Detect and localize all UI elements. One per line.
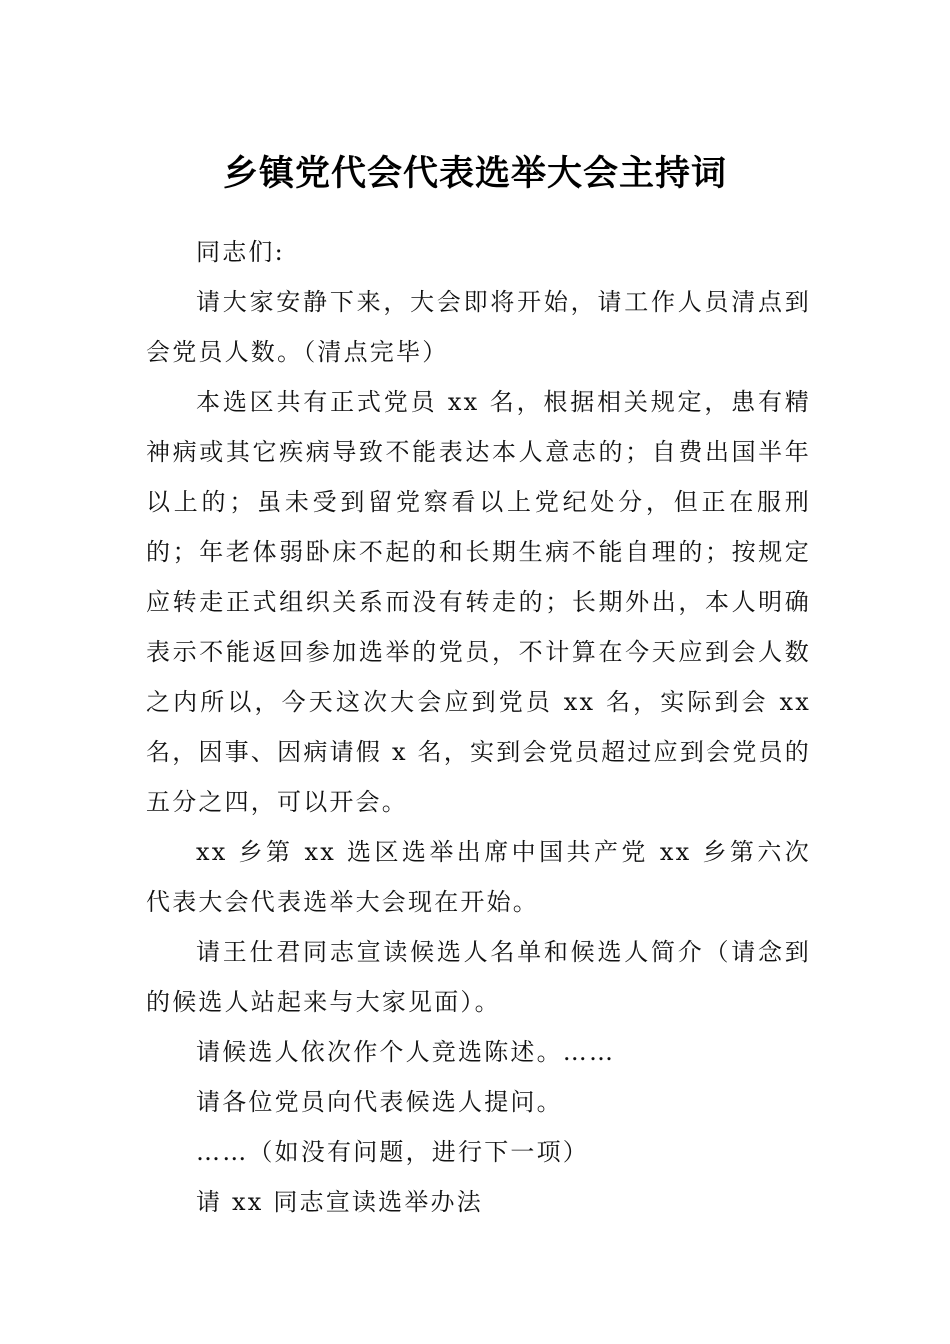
document-title: 乡镇党代会代表选举大会主持词 xyxy=(222,154,727,194)
paragraph-candidate-list: 请王仕君同志宣读候选人名单和候选人简介（请念到的候选人站起来与大家见面）。 xyxy=(146,938,811,1016)
document-body xyxy=(146,227,811,1227)
paragraph-headcount: 请大家安静下来，大会即将开始，请工作人员清点到会党员人数。（清点完毕） xyxy=(146,288,811,366)
paragraph-next-item: ……（如没有问题，进行下一项） xyxy=(196,1138,589,1166)
paragraph-questions: 请各位党员向代表候选人提问。 xyxy=(196,1088,563,1116)
paragraph-eligibility: 本选区共有正式党员 xx 名，根据相关规定，患有精神病或其它疾病导致不能表达本人意志的；自费出国半年以上的；虽未受到留党察看以上党纪处分，但正在服刑的；年老体弱卧床不起的和长期生病不能自理的；按规定应转走正式组织关系而没有转走的；长期外出，本人明确表示不能返回参加选举的党员，不计算在今天应到会人数之内所以，今天这次大会应到党员 xx 名，实际到会 xx 名，因事、因病请假 x 名，实到会党员超过应到会党员的五分之四，可以开会。 xyxy=(146,388,811,816)
paragraph-greeting: 同志们: xyxy=(196,238,285,266)
paragraph-opening: xx 乡第 xx 选区选举出席中国共产党 xx 乡第六次代表大会代表选举大会现在开始。 xyxy=(146,838,811,916)
paragraph-statements: 请候选人依次作个人竞选陈述。…… xyxy=(196,1038,616,1066)
paragraph-election-rules: 请 xx 同志宣读选举办法 xyxy=(196,1188,483,1216)
